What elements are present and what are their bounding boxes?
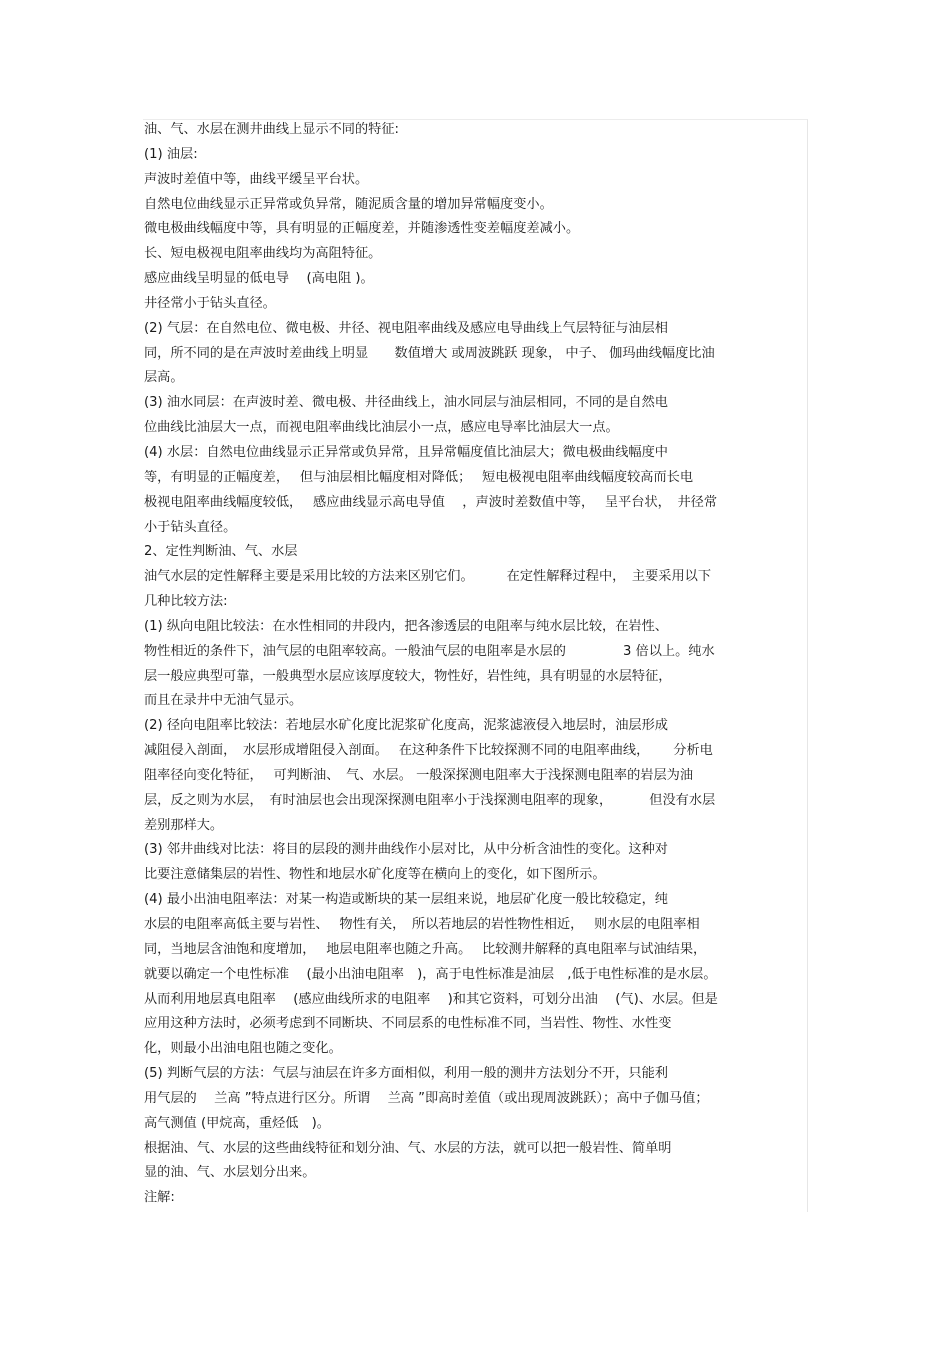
text-line: 根据油、气、水层的这些曲线特征和划分油、气、水层的方法，就可以把一般岩性、简单明 bbox=[144, 1140, 672, 1156]
text-line: 减阻侵入剖面， 水层形成增阻侵入剖面。 在这种条件下比较探测不同的电阻率曲线， 分析电 bbox=[144, 743, 713, 759]
text-line: 2、定性判断油、气、水层 bbox=[144, 544, 298, 560]
text-line: 同，所不同的是在声波时差曲线上明显 数值增大 或周波跳跃 现象， 中子、 伽玛曲线幅度比油 bbox=[144, 345, 715, 361]
text-line: (3) 油水同层：在声波时差、微电极、井径曲线上，油水同层与油层相同，不同的是自然电 bbox=[144, 395, 668, 411]
text-line: (3) 邻井曲线对比法：将目的层段的测井曲线作小层对比，从中分析含油性的变化。这种对 bbox=[144, 842, 668, 858]
text-line: 比要注意储集层的岩性、物性和地层水矿化度等在横向上的变化，如下图所示。 bbox=[144, 867, 606, 883]
text-line: 用气层的 兰高 ”特点进行区分。所谓 兰高 ”即高时差值（或出现周波跳跃）；高中子伽马值； bbox=[144, 1090, 709, 1106]
text-line: 而且在录井中无油气显示。 bbox=[144, 693, 303, 709]
text-line: 差别那样大。 bbox=[144, 817, 224, 833]
text-line: (1) 纵向电阻比较法：在水性相同的井段内，把各渗透层的电阻率与纯水层比较，在岩性、 bbox=[144, 618, 668, 634]
text-line: 层高。 bbox=[144, 370, 184, 386]
text-line: (4) 最小出油电阻率法：对某一构造或断块的某一层组来说，地层矿化度一般比较稳定，纯 bbox=[144, 892, 668, 908]
text-line: 小于钻头直径。 bbox=[144, 519, 237, 535]
document-body bbox=[144, 118, 814, 1211]
text-line: 油气水层的定性解释主要是采用比较的方法来区别它们。 在定性解释过程中， 主要采用以下 bbox=[144, 569, 712, 585]
text-line: (4) 水层：自然电位曲线显示正异常或负异常，且异常幅度值比油层大；微电极曲线幅度中 bbox=[144, 444, 668, 460]
text-line: 自然电位曲线显示正异常或负异常，随泥质含量的增加异常幅度变小。 bbox=[144, 196, 553, 212]
text-line: 感应曲线呈明显的低电导 (高电阻 )。 bbox=[144, 271, 374, 287]
text-line: 极视电阻率曲线幅度较低， 感应曲线显示高电导值 ，声波时差数值中等， 呈平台状， 井径常 bbox=[144, 494, 718, 510]
text-line: 应用这种方法时，必须考虑到不同断块、不同层系的电性标准不同，当岩性、物性、水性变 bbox=[144, 1016, 672, 1032]
text-line: 声波时差值中等，曲线平缓呈平台状。 bbox=[144, 171, 369, 187]
text-line: 水层的电阻率高低主要与岩性、 物性有关， 所以若地层的岩性物性相近， 则水层的电阻率相 bbox=[144, 917, 700, 932]
text-line: 高气测值 (甲烷高，重烃低 )。 bbox=[144, 1115, 330, 1131]
text-line: 位曲线比油层大一点，而视电阻率曲线比油层小一点，感应电导率比油层大一点。 bbox=[144, 420, 619, 436]
text-line: 同，当地层含油饱和度增加， 地层电阻率也随之升高。 比较测井解释的真电阻率与试油结果， bbox=[144, 941, 707, 957]
text-line: 从而利用地层真电阻率 (感应曲线所求的电阻率 )和其它资料，可划分出油 (气)、水层。但是 bbox=[144, 991, 718, 1007]
text-line: 等，有明显的正幅度差， 但与油层相比幅度相对降低； 短电极视电阻率曲线幅度较高而长电 bbox=[144, 469, 694, 485]
text-line: (1) 油层: bbox=[144, 146, 198, 162]
text-line: 显的油、气、水层划分出来。 bbox=[144, 1165, 316, 1181]
text-line: 微电极曲线幅度中等，具有明显的正幅度差，并随渗透性变差幅度差减小。 bbox=[144, 221, 580, 237]
text-line: (2) 径向电阻率比较法：若地层水矿化度比泥浆矿化度高，泥浆滤液侵入地层时，油层形成 bbox=[144, 718, 668, 734]
text-line: 注解: bbox=[144, 1190, 175, 1206]
text-line: (2) 气层：在自然电位、微电极、井径、视电阻率曲线及感应电导曲线上气层特征与油层相 bbox=[144, 320, 668, 336]
text-line: 层一般应典型可靠，一般典型水层应该厚度较大，物性好，岩性纯，具有明显的水层特征， bbox=[144, 668, 672, 684]
text-line: (5) 判断气层的方法：气层与油层在许多方面相似，利用一般的测井方法划分不开，只能利 bbox=[144, 1066, 668, 1082]
text-line: 层，反之则为水层， 有时油层也会出现深探测电阻率小于浅探测电阻率的现象， 但没有水层 bbox=[144, 792, 716, 808]
text-line: 油、气、水层在测井曲线上显示不同的特征: bbox=[144, 122, 400, 137]
text-line: 物性相近的条件下，油气层的电阻率较高。一般油气层的电阻率是水层的 3 倍以上。纯水 bbox=[144, 643, 715, 659]
text-line: 化，则最小出油电阻也随之变化。 bbox=[144, 1041, 342, 1057]
text-line: 就要以确定一个电性标准 (最小出油电阻率 )，高于电性标准是油层 ,低于电性标准的是水层。 bbox=[144, 966, 717, 982]
text-line: 几种比较方法: bbox=[144, 594, 228, 610]
text-line: 长、短电极视电阻率曲线均为高阻特征。 bbox=[144, 246, 382, 262]
text-line: 井径常小于钻头直径。 bbox=[144, 295, 276, 311]
text-line: 阻率径向变化特征， 可判断油、 气、水层。 一般深探测电阻率大于浅探测电阻率的岩层为油 bbox=[144, 767, 694, 783]
